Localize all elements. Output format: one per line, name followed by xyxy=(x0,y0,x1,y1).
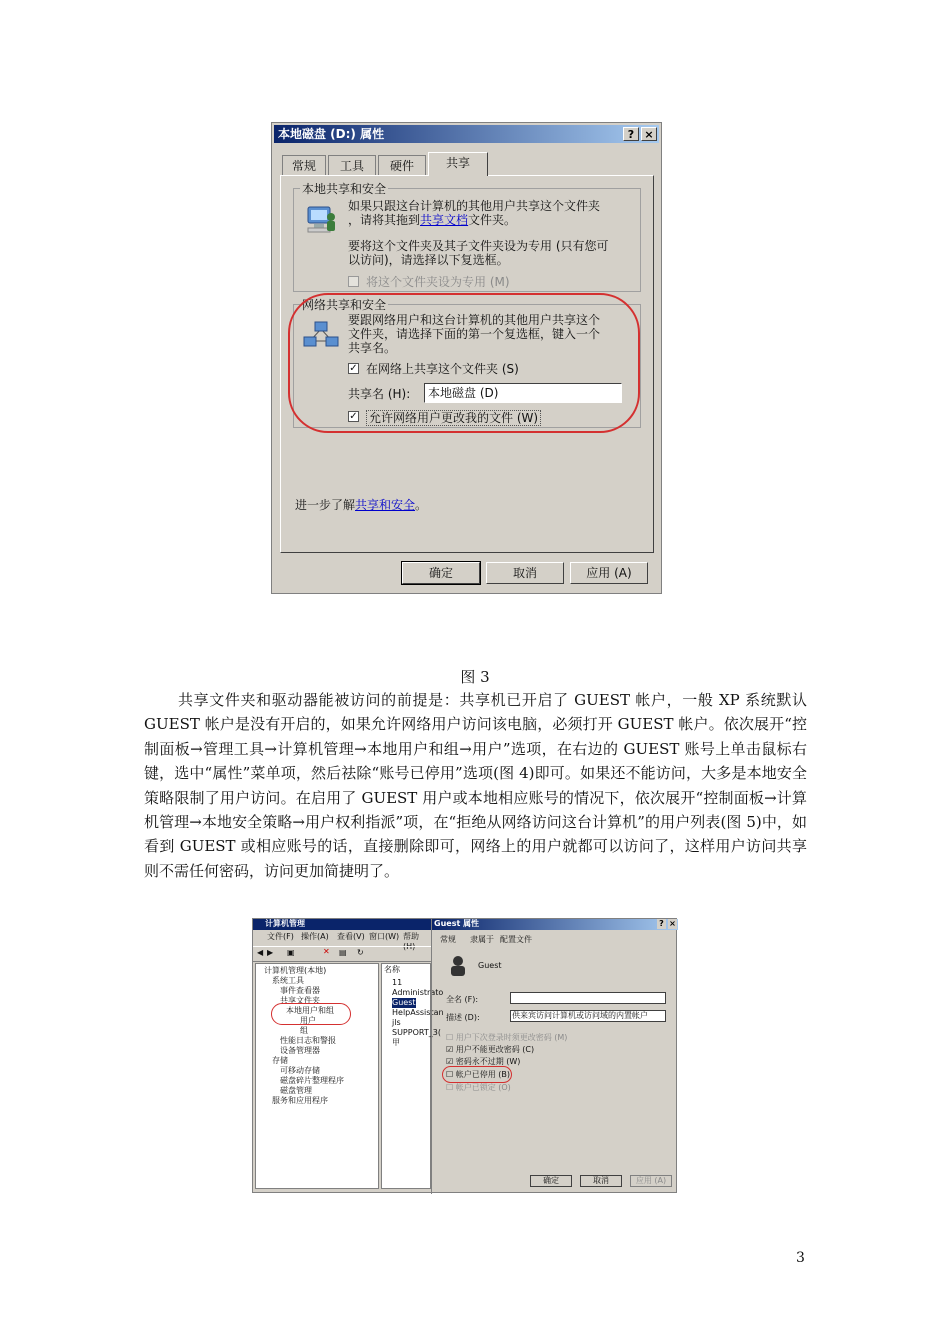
menu-view[interactable]: 查看(V) xyxy=(337,932,365,941)
menu-help[interactable]: 帮助(H) xyxy=(403,932,419,951)
list-header: 名称 xyxy=(384,965,400,974)
account-disabled-checkbox[interactable]: ☐ 帐户已停用 (B) xyxy=(446,1070,510,1079)
allow-changes-checkbox[interactable]: ✓ xyxy=(349,411,358,422)
account-locked-checkbox[interactable]: ☐ 帐户已锁定 (O) xyxy=(446,1083,511,1092)
figure-caption: 图 3 xyxy=(460,668,490,686)
menu-window[interactable]: 窗口(W) xyxy=(369,932,400,941)
user-list-item[interactable]: SUPPORT_3( xyxy=(392,1028,441,1037)
description-label: 描述 (D): xyxy=(446,1013,480,1022)
mgmt-toolbar xyxy=(253,946,431,962)
network-sharing-group-label: 网络共享和安全 xyxy=(302,298,387,312)
guest-close-icon[interactable]: × xyxy=(669,919,676,928)
computer-user-icon xyxy=(302,203,338,237)
tree-services-apps[interactable]: 服务和应用程序 xyxy=(272,1096,328,1105)
close-icon[interactable]: × xyxy=(641,127,657,141)
local-sharing-line-2 xyxy=(348,213,516,227)
cancel-button[interactable]: 取消 xyxy=(486,562,564,584)
refresh-icon[interactable]: ↻ xyxy=(357,948,364,957)
make-private-label: 将这个文件夹设为专用 (M) xyxy=(366,275,510,289)
mgmt-menu-bar xyxy=(253,932,431,951)
help-icon[interactable]: ? xyxy=(623,127,639,141)
local-sharing-group-label: 本地共享和安全 xyxy=(302,182,387,196)
delete-icon[interactable]: ✕ xyxy=(323,947,330,956)
dialog-title: 本地磁盘 (D:) 属性 xyxy=(278,127,385,141)
sharing-security-link[interactable]: 共享和安全 xyxy=(355,498,416,512)
user-list-item-guest[interactable]: Guest xyxy=(392,998,416,1007)
tree-event-viewer[interactable]: 事件查看器 xyxy=(280,986,320,995)
red-highlight-oval-disabled xyxy=(442,1066,512,1083)
cannot-change-password-label: 用户不能更改密码 (C) xyxy=(455,1045,535,1054)
fullname-label: 全名 (F): xyxy=(446,995,479,1004)
account-disabled-label: 帐户已停用 (B) xyxy=(455,1070,510,1079)
guest-title: Guest 属性 xyxy=(434,919,480,928)
properties-icon[interactable]: ▤ xyxy=(339,948,347,957)
local-sharing-line-2-post: 文件夹。 xyxy=(468,213,517,227)
user-list-item[interactable]: 11 xyxy=(392,978,403,987)
must-change-password-checkbox[interactable]: ☐ 用户下次登录时须更改密码 (M) xyxy=(446,1033,568,1042)
user-list-item[interactable]: HelpAssistan xyxy=(392,1008,444,1017)
network-sharing-line-2: 文件夹，请选择下面的第一个复选框，键入一个 xyxy=(348,327,601,341)
share-on-network-label: 在网络上共享这个文件夹 (S) xyxy=(366,362,519,376)
account-locked-label: 帐户已锁定 (O) xyxy=(455,1083,511,1092)
share-name-label: 共享名 (H): xyxy=(348,387,411,401)
up-folder-icon[interactable]: ▣ xyxy=(287,948,295,957)
tree-perf-logs[interactable]: 性能日志和警报 xyxy=(280,1036,336,1045)
user-list-item[interactable]: jls xyxy=(392,1018,401,1027)
guest-ok-button[interactable]: 确定 xyxy=(530,1175,572,1187)
guest-cancel-button[interactable]: 取消 xyxy=(580,1175,622,1187)
mgmt-tree-pane xyxy=(255,963,379,1189)
user-icon xyxy=(448,955,468,977)
description-input[interactable]: 供来宾访问计算机或访问域的内置帐户 xyxy=(510,1010,666,1022)
user-list-item[interactable]: 甲 xyxy=(392,1038,400,1047)
tree-removable-storage[interactable]: 可移动存储 xyxy=(280,1066,320,1075)
tree-groups[interactable]: 组 xyxy=(300,1026,308,1035)
local-sharing-line-4: 以访问)，请选择以下复选框。 xyxy=(348,253,509,267)
user-list-item[interactable]: Administrato xyxy=(392,988,444,997)
menu-action[interactable]: 操作(A) xyxy=(301,932,329,941)
must-change-password-label: 用户下次登录时须更改密码 (M) xyxy=(455,1033,568,1042)
network-sharing-line-3: 共享名。 xyxy=(348,341,397,355)
tree-storage[interactable]: 存储 xyxy=(272,1056,288,1065)
guest-tab-profile[interactable]: 配置文件 xyxy=(500,935,532,944)
red-highlight-oval xyxy=(288,293,640,433)
page-number: 3 xyxy=(796,1250,805,1266)
share-properties-dialog xyxy=(271,122,662,594)
mgmt-title-bar xyxy=(253,919,431,930)
password-never-expires-label: 密码永不过期 (W) xyxy=(455,1057,521,1066)
red-highlight-oval-users xyxy=(271,1003,351,1025)
apply-button[interactable]: 应用 (A) xyxy=(570,562,648,584)
computer-management-window xyxy=(253,919,444,1194)
guest-user-name: Guest xyxy=(478,961,502,970)
tab-sharing[interactable]: 共享 xyxy=(428,152,488,176)
tree-disk-management[interactable]: 磁盘管理 xyxy=(280,1086,312,1095)
tree-device-manager[interactable]: 设备管理器 xyxy=(280,1046,320,1055)
guest-tab-member-of[interactable]: 隶属于 xyxy=(470,935,494,944)
forward-icon[interactable]: ▶ xyxy=(267,948,274,957)
body-paragraph: 共享文件夹和驱动器能被访问的前提是：共享机已开启了 GUEST 帐户，一般 XP 系统默认 GUEST 帐户是没有开启的，如果允许网络用户访问该电脑，必须打开 GUEST 帐户。依次展开“控制面板→管理工具→计算机管理→本地用户和组→用户”选项，在右边的 GUEST 账号上单击鼠标右键，选中“属性”菜单项，然后祛除“账号已停用”选项(图 4)即可。如果还不能访问，大多是本地安全策略限制了用户访问。在启用了 GUEST 用户或本地相应账号的情况下，依次展开“控制面板→计算机管理→本地安全策略→用户权利指派”项，在“拒绝从网络访问这台计算机”的用户列表(图 5)中，如看到 GUEST 或相应账号的话，直接删除即可，网络上的用户就都可以访问了，这样用户访问共享则不需任何密码，访问更加简捷明了。 xyxy=(144,691,807,880)
tree-shared-folders[interactable]: 共享文件夹 xyxy=(280,996,320,1005)
dialog-title-bar xyxy=(274,125,659,143)
guest-apply-button[interactable]: 应用 (A) xyxy=(630,1175,672,1187)
password-never-expires-checkbox[interactable]: ☑ 密码永不过期 (W) xyxy=(446,1057,521,1066)
shared-documents-link[interactable]: 共享文档 xyxy=(420,213,469,227)
local-sharing-line-1: 如果只跟这台计算机的其他用户共享这个文件夹 xyxy=(348,199,601,213)
guest-properties-dialog xyxy=(431,919,678,1194)
mgmt-title: 计算机管理 xyxy=(265,919,305,928)
fullname-input[interactable] xyxy=(510,992,666,1004)
tree-root[interactable]: 计算机管理(本地) xyxy=(264,966,327,975)
network-sharing-line-1: 要跟网络用户和这台计算机的其他用户共享这个 xyxy=(348,313,601,327)
back-icon[interactable]: ◀ xyxy=(257,948,264,957)
local-sharing-line-3: 要将这个文件夹及其子文件夹设为专用 (只有您可 xyxy=(348,239,609,253)
guest-tab-general[interactable]: 常规 xyxy=(440,935,456,944)
guest-title-bar xyxy=(432,919,678,930)
tree-system-tools[interactable]: 系统工具 xyxy=(272,976,304,985)
guest-help-icon[interactable]: ? xyxy=(657,919,666,929)
menu-file[interactable]: 文件(F) xyxy=(267,932,294,941)
tree-users[interactable]: 用户 xyxy=(300,1016,316,1025)
tab-hardware[interactable]: 硬件 xyxy=(378,155,426,175)
allow-changes-label: 允许网络用户更改我的文件 (W) xyxy=(366,410,541,426)
tree-defrag[interactable]: 磁盘碎片整理程序 xyxy=(280,1076,344,1085)
learn-more-post: 。 xyxy=(415,498,428,512)
local-sharing-line-2-pre: ，请将其拖到 xyxy=(348,213,421,227)
tab-tools[interactable]: 工具 xyxy=(328,155,376,175)
mgmt-user-list-pane xyxy=(381,963,444,1189)
share-on-network-checkbox[interactable]: ✓ xyxy=(349,363,358,374)
tree-local-users-groups[interactable]: 本地用户和组 xyxy=(286,1006,334,1015)
learn-more-pre: 进一步了解 xyxy=(295,498,356,512)
make-private-checkbox[interactable] xyxy=(348,276,359,287)
learn-more-text xyxy=(295,498,427,512)
figure-4 xyxy=(252,918,677,1193)
tab-general[interactable]: 常规 xyxy=(282,155,326,175)
ok-button[interactable]: 确定 xyxy=(402,562,480,584)
cannot-change-password-checkbox[interactable]: ☑ 用户不能更改密码 (C) xyxy=(446,1045,535,1054)
share-name-input[interactable]: 本地磁盘 (D) xyxy=(424,383,622,403)
local-sharing-group xyxy=(293,182,641,292)
